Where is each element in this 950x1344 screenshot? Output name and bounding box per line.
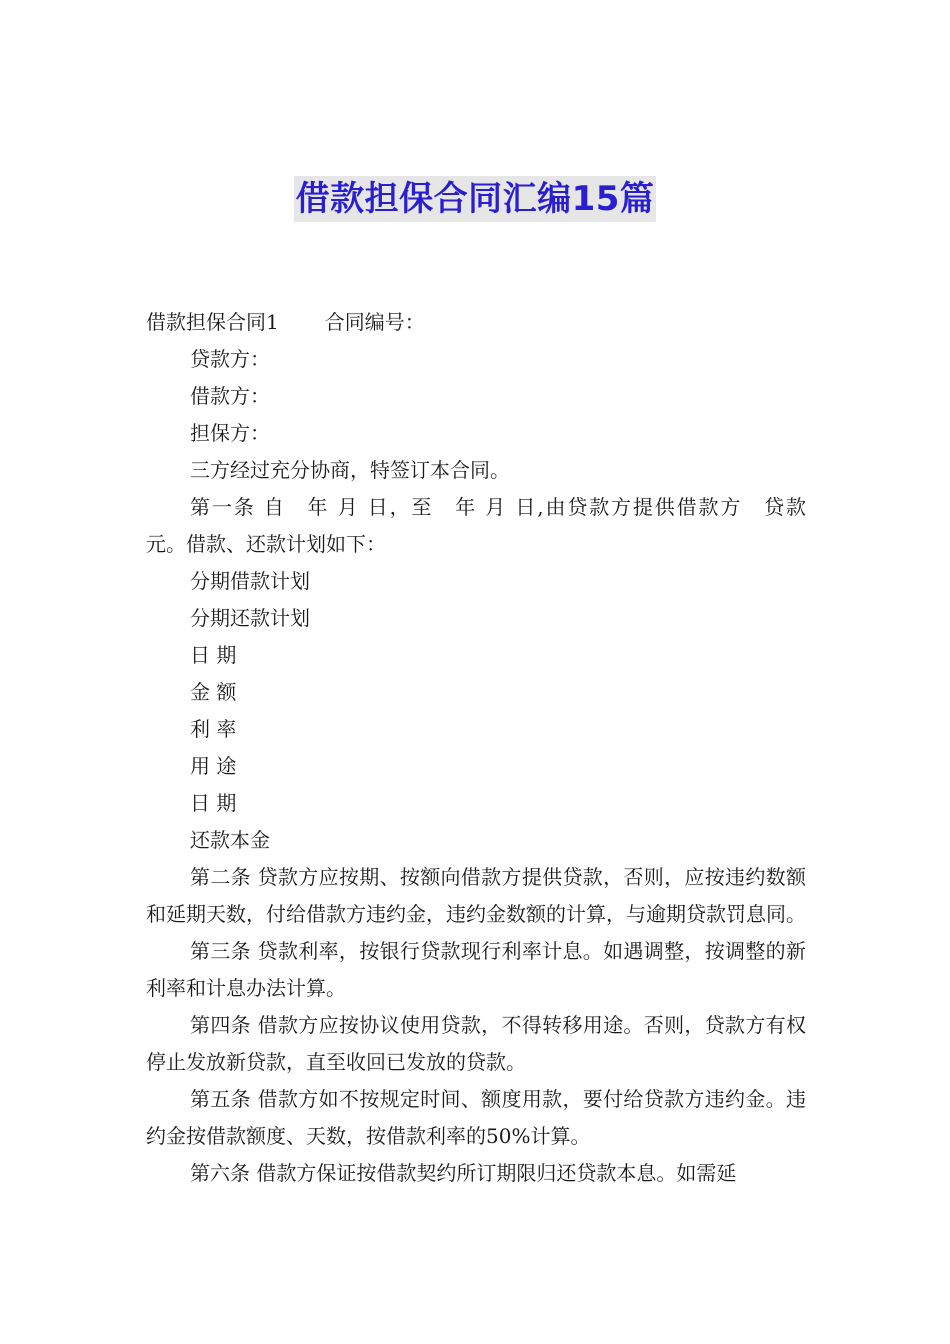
title-wrap [0, 176, 950, 222]
article-3: 第三条 贷款利率，按银行贷款现行利率计息。如遇调整，按调整的新利率和计息办法计算。 [146, 939, 806, 1000]
article-4: 第四条 借款方应按协议使用贷款，不得转移用途。否则，贷款方有权停止发放新贷款，直至收回已发放的贷款。 [146, 1013, 806, 1074]
rate-label: 利 率 [190, 717, 237, 741]
principal-label: 还款本金 [190, 828, 270, 852]
borrower-line: 借款方： [190, 384, 270, 408]
article-2: 第二条 贷款方应按期、按额向借款方提供贷款，否则，应按违约数额和延期天数，付给借款方违约金，违约金数额的计算，与逾期贷款罚息同。 [146, 865, 806, 926]
contract-heading-line [146, 304, 806, 341]
date-label: 日 期 [190, 643, 237, 667]
purpose-label: 用 途 [190, 754, 237, 778]
guarantor-line: 担保方： [190, 421, 270, 445]
article-1: 第一条 自 年 月 日，至 年 月 日,由贷款方提供借款方 贷款 元。借款、还款计划如下： [146, 495, 826, 556]
article-5: 第五条 借款方如不按规定时间、额度用款，要付给贷款方违约金。违约金按借款额度、天数，按借款利率的50%计算。 [146, 1087, 806, 1148]
loan-plan-label: 分期借款计划 [190, 569, 310, 593]
lender-line: 贷款方： [190, 347, 270, 371]
intro-paragraph: 三方经过充分协商，特签订本合同。 [190, 458, 510, 482]
document-body [146, 304, 826, 1192]
document-title: 借款担保合同汇编15篇 [294, 176, 657, 222]
contract-heading: 借款担保合同1 [146, 310, 279, 334]
amount-label: 金 额 [190, 680, 237, 704]
date-label-2: 日 期 [190, 791, 237, 815]
contract-number-label: 合同编号： [324, 310, 425, 334]
repayment-plan-label: 分期还款计划 [190, 606, 310, 630]
article-6: 第六条 借款方保证按借款契约所订期限归还贷款本息。如需延 [190, 1161, 737, 1185]
